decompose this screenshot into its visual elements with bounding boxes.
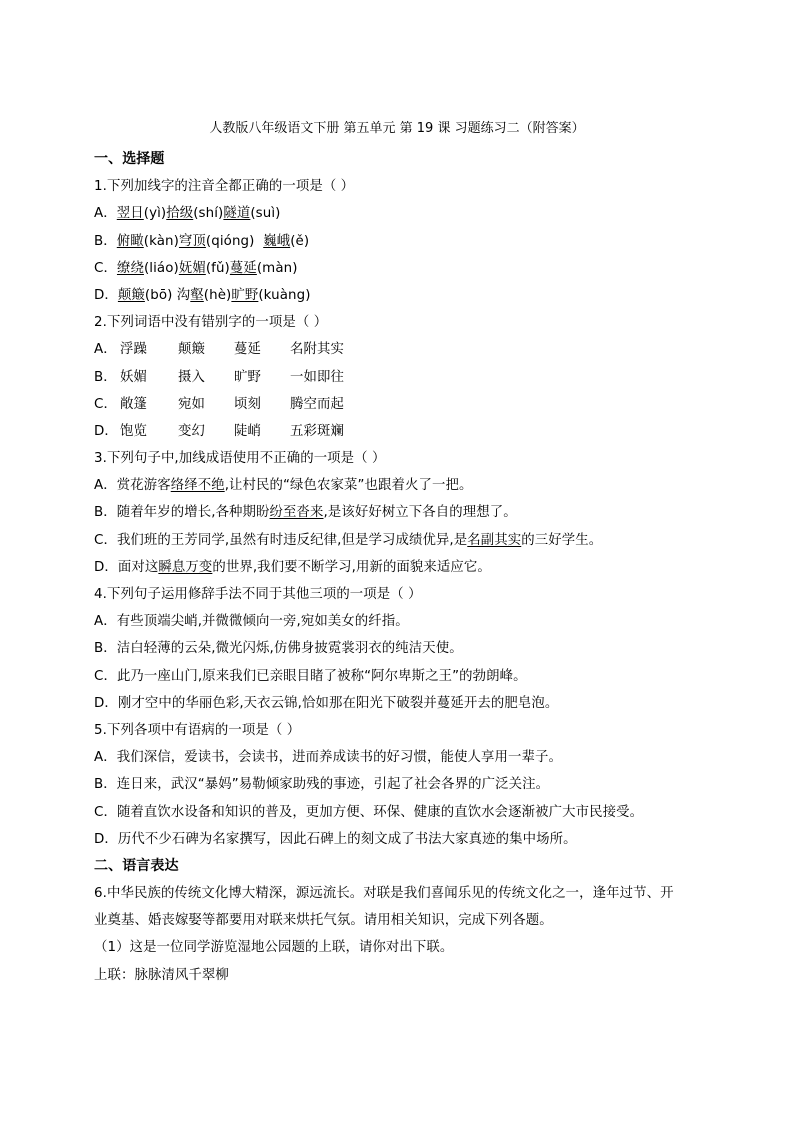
question-1-option-d: D．颠簸(bō) 沟壑(hè)旷野(kuàng) [94,287,311,303]
question-4-option-b: B．洁白轻薄的云朵,微光闪烁,仿佛身披霓裳羽衣的纯洁天使。 [94,641,463,657]
question-5-stem: 5.下列各项中有语病的一项是（ ） [94,722,301,738]
document-title: 人教版八年级语文下册 第五单元 第 19 课 习题练习二（附答案） [209,121,585,136]
question-3-option-d: D．面对这瞬息万变的世界,我们要不断学习,用新的面貌来适应它。 [94,559,491,575]
question-2-stem: 2.下列词语中没有错别字的一项是（ ） [94,315,328,331]
question-1-option-b: B．俯瞰(kàn)穹顶(qióng) 巍峨(ě) [94,233,310,249]
question-6-sub-1: （1）这是一位同学游览湿地公园题的上联，请你对出下联。 [94,940,454,956]
question-2-option-c: C． 敞篷 宛如 顷刻 腾空而起 [94,396,344,412]
question-3-option-a: A．赏花游客络绎不绝,让村民的“绿色农家菜”也跟着火了一把。 [94,478,473,494]
question-3-option-b: B．随着年岁的增长,各种期盼纷至沓来,是该好好树立下各自的理想了。 [94,505,517,521]
section-heading-choice: 一、选择题 [94,151,165,167]
question-2-option-d: D． 饱览 变幻 陡峭 五彩斑斓 [94,423,344,439]
document-body [94,146,714,989]
question-4-option-a: A．有些顶端尖峭,并微微倾向一旁,宛如美女的纤指。 [94,614,409,630]
question-2-option-a: A． 浮躁 颠簸 蔓延 名附其实 [94,342,344,358]
question-2-option-b: B． 妖媚 摄入 旷野 一如即往 [94,369,344,385]
question-6-text-line-2: 业奠基、婚丧嫁娶等都要用对联来烘托气氛。请用相关知识，完成下列各题。 [94,913,553,929]
question-5-option-d: D．历代不少石碑为名家撰写，因此石碑上的刻文成了书法大家真迹的集中场所。 [94,831,577,847]
question-1-option-a: A．翌日(yì)拾级(shí)隧道(suì) [94,206,281,222]
question-4-stem: 4.下列句子运用修辞手法不同于其他三项的一项是（ ） [94,587,422,602]
section-heading-language: 二、语言表达 [94,857,179,874]
question-3-option-c: C．我们班的王芳同学,虽然有时违反纪律,但是学习成绩优异,是名副其实的三好学生。 [94,532,603,548]
question-5-option-b: B．连日来，武汉“暴妈”易勒倾家助残的事迹，引起了社会各界的广泛关注。 [94,777,550,793]
question-1-stem: 1.下列加线字的注音全都正确的一项是（ ） [94,179,355,195]
question-1-option-c: C．缭绕(liáo)妩媚(fǔ)蔓延(màn) [94,260,298,276]
question-5-option-c: C．随着直饮水设备和知识的普及，更加方便、环保、健康的直饮水会逐渐被广大市民接受。 [94,804,644,820]
question-6-text-line-1: 6.中华民族的传统文化博大精深，源远流长。对联是我们喜闻乐见的传统文化之一，逢年过节、开 [94,886,674,902]
question-4-option-d: D．刚才空中的华丽色彩,天衣云锦,恰如那在阳光下破裂并蔓延开去的肥皂泡。 [94,695,559,711]
question-4-option-c: C．此乃一座山门,原来我们已亲眼目睹了被称“阿尔卑斯之王”的勃朗峰。 [94,668,527,684]
couplet-upper-line: 上联：脉脉清风千翠柳 [94,967,229,983]
question-3-stem: 3.下列句子中,加线成语使用不正确的一项是（ ） [94,451,386,467]
question-5-option-a: A．我们深信，爱读书，会读书，进而养成读书的好习惯，能使人享用一辈子。 [94,750,562,766]
